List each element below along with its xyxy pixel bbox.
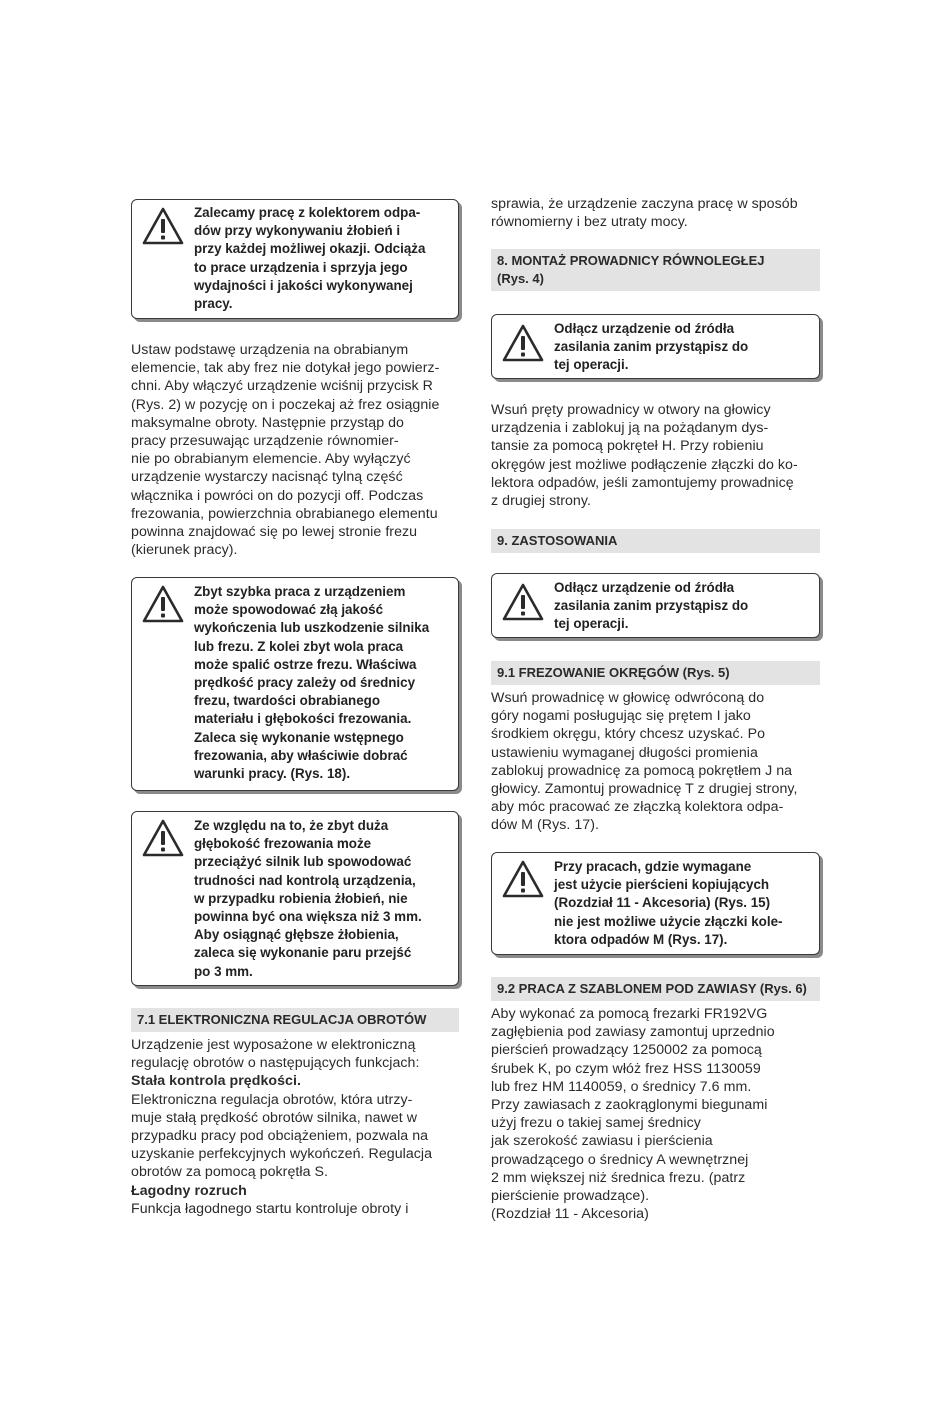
warning-text: Odłącz urządzenie od źródła zasilania zanim przystąpisz do tej operacji. xyxy=(554,580,749,632)
paragraph-circles: Wsuń prowadnicę w głowicę odwróconą do góry nogami posługując się prętem I jako środkiem okręgu, który chcesz uzyskać. Po ustawieniu wymaganej długości promienia zablokuj prowadnicę za pomocą pokrętłem J na głowicy. Zamontuj prowadnicę T z drugiej strony, aby móc pracować ze złączką kolektora odpa- dów M (Rys. 17). xyxy=(491,690,798,834)
warning-text: Ze względu na to, że zbyt duża głębokość frezowania może przeciążyć silnik lub spowodować trudności nad kontrolą urządzenia, w przypadku robienia żłobień, nie powinna być ona większa niż 3 mm. Aby osiągnąć głębsze żłobienia, zaleca się wykonanie paru przejść po 3 mm. xyxy=(194,818,422,979)
warning-box-depth xyxy=(131,811,459,986)
warning-box-speed xyxy=(131,577,459,791)
paragraph-continuation: sprawia, że urządzenie zaczyna pracę w sposób równomierny i bez utraty mocy. xyxy=(491,196,798,231)
warning-box-collector xyxy=(131,199,459,319)
warning-box-copy-rings xyxy=(491,852,820,955)
warning-triangle-icon xyxy=(502,582,544,622)
warning-triangle-icon xyxy=(142,818,184,858)
paragraph-guide-mounting: Wsuń pręty prowadnicy w otwory na głowicy urządzenia i zablokuj ją na pożądanym dys- tansie za pomocą pokręteł H. Przy robieniu okręgów jest możliwe podłączenie złączki do ko- lektora odpadów, jeśli zamontujemy prowadnicę z drugiej strony. xyxy=(491,402,798,510)
warning-triangle-icon xyxy=(142,206,184,246)
section-heading-8: 8. MONTAŻ PROWADNICY RÓWNOLEGŁEJ (Rys. 4) xyxy=(491,249,820,291)
warning-text: Zbyt szybka praca z urządzeniem może spowodować złą jakość wykończenia lub uszkodzenie silnika lub frezu. Z kolei zbyt wola praca może spalić ostrze frezu. Właściwa prędkość pracy zależy od średnicy frezu, twardości obrabianego materiału i głębokości frezowania. Zaleca się wykonanie wstępnego frezowania, aby właściwie dobrać warunki pracy. (Rys. 18). xyxy=(194,584,430,782)
section-heading-7-1: 7.1 ELEKTRONICZNA REGULACJA OBROTÓW xyxy=(131,1008,459,1032)
warning-triangle-icon xyxy=(142,584,184,624)
section-heading-9: 9. ZASTOSOWANIA xyxy=(491,529,820,553)
warning-text: Odłącz urządzenie od źródła zasilania zanim przystąpisz do tej operacji. xyxy=(554,321,749,373)
warning-text: Zalecamy pracę z kolektorem odpa- dów przy wykonywaniu żłobień i przy każdej możliwej okazji. Odciąża to prace urządzenia i sprzyja jego wydajności i jakości wykonywanej pracy. xyxy=(194,205,426,312)
section-heading-9-1: 9.1 FREZOWANIE OKRĘGÓW (Rys. 5) xyxy=(491,661,820,685)
section-heading-9-2: 9.2 PRACA Z SZABLONEM POD ZAWIASY (Rys. 6) xyxy=(491,977,820,1001)
paragraph-hinge-template: Aby wykonać za pomocą frezarki FR192VG zagłębienia pod zawiasy zamontuj uprzednio pierścień prowadzący 1250002 za pomocą śrubek K, po czym włóż frez HSS 1130059 lub frez HM 1140059, o średnicy 7.6 mm. Przy zawiasach z zaokrąglonymi biegunami użyj frezu o takiej samej średnicy jak szerokość zawiasu i pierścienia prowadzącego o średnicy A wewnętrznej 2 mm większej niż średnica frezu. (patrz pierścienie prowadzące). (Rozdział 11 - Akcesoria) xyxy=(491,1006,775,1223)
warning-text: Przy pracach, gdzie wymagane jest użycie pierścieni kopiujących (Rozdział 11 - Akcesoria) (Rys. 15) nie jest możliwe użycie złączki kole- ktora odpadów M (Rys. 17). xyxy=(554,859,783,947)
warning-box-disconnect xyxy=(491,314,820,379)
warning-box-disconnect xyxy=(491,573,820,638)
warning-triangle-icon xyxy=(502,323,544,363)
warning-triangle-icon xyxy=(502,859,544,899)
paragraph-usage: Ustaw podstawę urządzenia na obrabianym elemencie, tak aby frez nie dotykał jego powierz- chni. Aby włączyć urządzenie wciśnij przycisk R (Rys. 2) w pozycję on i poczekaj aż frez osiągnie maksymalne obroty. Następnie przystąp do pracy przesuwając urządzenie równomier- nie po obrabianym elemencie. Aby wyłączyć urządzenie wystarczy nacisnąć tylną część włącznika i powróci on do pozycji off. Podczas frezowania, powierzchnia obrabianego elementu powinna znajdować się po lewej stronie frezu (kierunek pracy). xyxy=(131,342,440,559)
paragraph-speed-control: Urządzenie jest wyposażone w elektroniczną regulację obrotów o następujących funkcjach: Stała kontrola prędkości. Elektroniczna regulacja obrotów, która utrzy- muje stałą prędkość obrotów silnika, nawet w przypadku pracy pod obciążeniem, pozwala na uzyskanie perfekcyjnych wykończeń. Regulacja obrotów za pomocą pokrętła S. Łagodny rozruch Funkcja łagodnego startu kontroluje obroty i xyxy=(131,1037,433,1217)
